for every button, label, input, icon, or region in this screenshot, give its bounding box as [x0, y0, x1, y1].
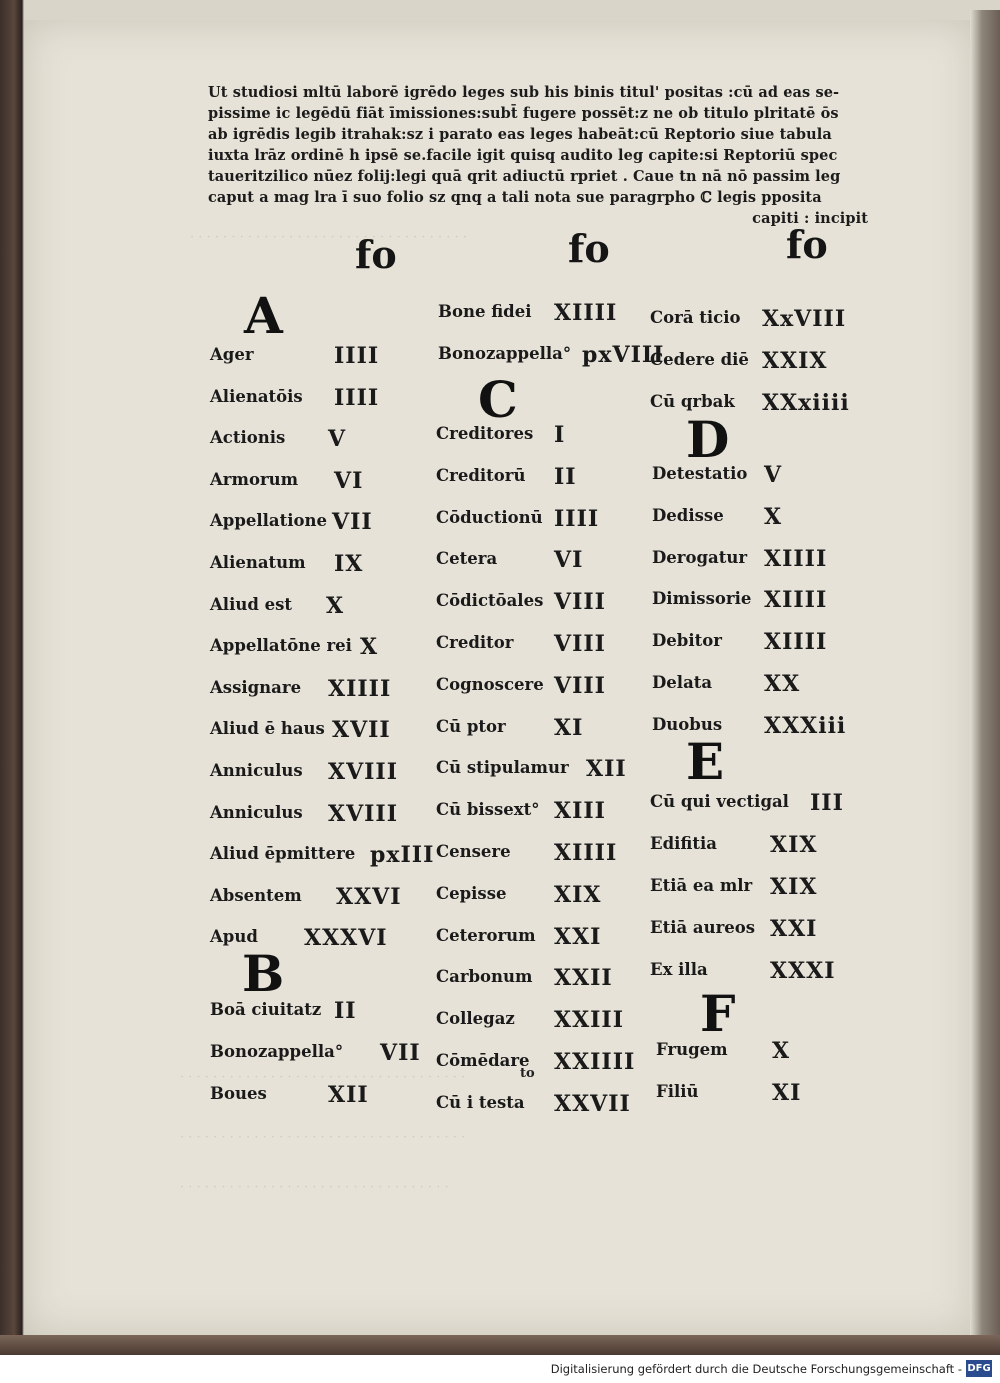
intro-line: taueritzilico nūez folij:legi quā qrit adiuctū rpriet . Caue tn nā nō passim leg	[208, 168, 841, 185]
entry-name: Cōdictōales	[436, 591, 544, 611]
entry-folio-number: XXXiii	[764, 712, 847, 739]
folio-header: fo	[355, 232, 397, 277]
entry-folio-number: XXII	[554, 965, 613, 992]
entry-name: Armorum	[210, 469, 299, 489]
entry-folio-number: IX	[334, 551, 364, 577]
entry-folio-number: XXxiiii	[762, 390, 850, 416]
entry-folio-number: XVII	[332, 717, 391, 744]
entry-folio-number: XXI	[770, 916, 818, 942]
entry-name: Creditorū	[436, 465, 526, 485]
entry-folio-number: XXXI	[770, 958, 836, 984]
entry-folio-number: XXVI	[336, 883, 402, 910]
entry-name: Bone fidei	[438, 302, 532, 321]
entry-name: Cū qrbak	[650, 392, 735, 411]
entry-folio-number: V	[764, 462, 783, 488]
entry-folio-number: XI	[772, 1080, 802, 1106]
entry-folio-number: XVIII	[328, 759, 399, 785]
entry-name: Cedere diē	[650, 350, 749, 369]
entry-name: Dedisse	[652, 505, 724, 525]
intro-line: caput a mag lra ī suo folio sz qnq a tali nota sue paragrpho ℂ legis pposita	[208, 189, 822, 206]
entry-folio-number: VII	[332, 509, 373, 536]
entry-name: Edifitia	[650, 834, 717, 853]
entry-folio-number: XXIII	[554, 1007, 625, 1034]
entry-folio-number: XIIII	[554, 300, 618, 326]
entry-name: Detestatio	[652, 464, 748, 483]
entry-name: Ager	[210, 345, 254, 364]
entry-folio-number: X	[326, 592, 345, 619]
entry-name: Bonozappella°	[210, 1042, 344, 1061]
entry-folio-number: XXI	[554, 923, 602, 950]
entry-name: Cū bissext°	[436, 800, 540, 820]
entry-folio-number: X	[360, 634, 379, 661]
entry-name: Censere	[436, 842, 511, 861]
entry-name: Etiā aureos	[650, 918, 756, 937]
section-letter-e: E	[686, 732, 725, 791]
entry-name: Duobus	[652, 714, 723, 734]
entry-name: Collegaz	[436, 1009, 515, 1029]
entry-folio-number: XIIII	[764, 629, 828, 656]
intro-line: Ut studiosi mltū laborē igrēdo leges sub his binis titul' positas :cū ad eas se-	[208, 84, 840, 101]
entry-folio-number: VI	[554, 547, 584, 574]
entry-name: Actionis	[210, 428, 286, 448]
entry-name: Appellatōne rei	[210, 636, 352, 656]
entry-name: Etiā ea mlr	[650, 876, 753, 895]
dfg-logo: DFG	[966, 1360, 992, 1377]
entry-folio-number: XX	[764, 671, 801, 697]
entry-folio-number: IIII	[334, 343, 380, 369]
entry-name: Alienatōis	[210, 386, 303, 406]
entry-folio-number: XII	[586, 756, 627, 783]
entry-folio-number: pxIII	[370, 842, 435, 869]
section-letter-f: F	[700, 984, 736, 1043]
entry-name: Aliud ēpmittere	[210, 844, 356, 864]
entry-name: Boā ciuitatz	[210, 1000, 322, 1019]
entry-folio-number: VII	[380, 1040, 421, 1066]
section-letter-a: A	[244, 286, 283, 345]
intro-line: ab igrēdis legib itrahak:sz i parato eas leges habeāt:cū Reptorio siue tabula	[208, 126, 832, 143]
entry-folio-number: VIII	[554, 672, 606, 699]
bleed-through-text: · · · · · · · · · · · · · · · · · · · · · · · · · · · · · · · · · · ·	[180, 1130, 466, 1145]
intro-line: capiti : incipit	[752, 210, 868, 227]
section-letter-b: B	[242, 944, 285, 1003]
entry-folio-number: XXIIII	[554, 1049, 636, 1075]
entry-name: Bonozappella°	[438, 344, 572, 363]
entry-folio-number: X	[772, 1038, 791, 1064]
entry-folio-number: XIX	[770, 832, 818, 858]
entry-folio-number: VIII	[554, 589, 606, 616]
entry-folio-number: XXVII	[554, 1090, 631, 1117]
bleed-through-text: · · · · · · · · · · · · · · · · · · · · · · · · · · · · · · · · · ·	[190, 230, 467, 245]
entry-name: Alienatum	[210, 553, 306, 572]
entry-folio-number: XIX	[554, 881, 602, 908]
entry-name: Dimissorie	[652, 589, 752, 609]
entry-name: Cū qui vectigal	[650, 792, 789, 811]
entry-folio-number: XIIII	[328, 675, 392, 702]
page-fore-edge	[970, 10, 1000, 1355]
entry-name: Ceterorum	[436, 925, 536, 945]
entry-name: Appellatione	[210, 511, 327, 531]
entry-name: Cetera	[436, 549, 498, 569]
entry-folio-number: XIIII	[554, 840, 618, 866]
book-cover-bottom	[0, 1335, 1000, 1355]
entry-name: Carbonum	[436, 967, 533, 987]
intro-line: iuxta lrāz ordinē h ipsē se.facile igit quisq audito leg capite:si Reptoriū spec	[208, 147, 838, 164]
entry-folio-number: VI	[334, 467, 364, 494]
entry-name: Cū stipulamur	[436, 758, 569, 778]
entry-folio-number: XIX	[770, 874, 818, 900]
entry-name: Cōductionū	[436, 507, 543, 527]
entry-folio-number: III	[810, 790, 844, 816]
entry-name: Debitor	[652, 631, 722, 651]
entry-folio-number: XI	[554, 714, 584, 741]
entry-name: Cepisse	[436, 883, 507, 903]
entry-folio-number: XIII	[554, 798, 606, 825]
entry-folio-number: XIIII	[764, 545, 828, 572]
section-letter-c: C	[478, 370, 518, 429]
entry-folio-number: II	[334, 998, 357, 1024]
entry-folio-number: X	[764, 503, 783, 530]
entry-folio-number: IIII	[334, 384, 380, 411]
entry-folio-number: XXIX	[762, 348, 828, 374]
entry-name: Cōmēdare	[436, 1051, 530, 1070]
entry-folio-number: IIII	[554, 505, 600, 532]
footer-credit: Digitalisierung gefördert durch die Deutsche Forschungsgemeinschaft -	[550, 1362, 962, 1376]
entry-name: Aliud est	[210, 594, 293, 614]
entry-name: Absentem	[210, 885, 302, 905]
entry-folio-number: XXXVI	[304, 925, 388, 952]
entry-folio-number: XxVIII	[762, 306, 847, 332]
entry-name: Corā ticio	[650, 308, 741, 327]
entry-name: Cognoscere	[436, 674, 544, 694]
entry-name: Ex illa	[650, 960, 708, 979]
entry-name: Cū ptor	[436, 716, 506, 736]
entry-folio-number: XVIII	[328, 800, 399, 827]
entry-folio-number: pxVIII	[582, 342, 665, 368]
entry-name: Anniculus	[210, 802, 303, 822]
entry-name: Cū i testa	[436, 1092, 525, 1112]
entry-folio-number: VIII	[554, 631, 606, 657]
entry-folio-number: II	[554, 463, 577, 490]
entry-name: Boues	[210, 1084, 267, 1103]
folio-header: fo	[786, 222, 828, 267]
entry-name: Aliud ē haus	[210, 719, 325, 739]
entry-folio-number: V	[328, 426, 347, 453]
marginal-note: to	[520, 1066, 535, 1081]
entry-name: Delata	[652, 673, 713, 692]
intro-paragraph	[208, 82, 868, 229]
entry-name: Frugem	[656, 1040, 728, 1059]
entry-name: Filiū	[656, 1082, 699, 1101]
entry-folio-number: XII	[328, 1082, 369, 1108]
section-letter-d: D	[686, 410, 730, 469]
entry-name: Derogatur	[652, 547, 748, 567]
intro-line: pissime ic legēdū fiāt īmissiones:subt̄ fugere possēt:z ne ob titulo plritatē ōs	[208, 105, 839, 122]
bleed-through-text: · · · · · · · · · · · · · · · · · · · · · · · · · · · · · · · · ·	[180, 1180, 449, 1195]
entry-name: Creditor	[436, 633, 514, 652]
entry-name: Anniculus	[210, 761, 303, 780]
entry-folio-number: XIIII	[764, 587, 828, 614]
folio-header: fo	[568, 226, 610, 271]
entry-name: Apud	[210, 927, 258, 947]
entry-name: Assignare	[210, 677, 302, 697]
bleed-through-text: · · · · · · · · · · · · · · · · · · · · · · · · · · · · · · · · · · ·	[180, 1070, 466, 1085]
entry-name: Creditores	[436, 424, 534, 443]
entry-folio-number: I	[554, 422, 566, 448]
